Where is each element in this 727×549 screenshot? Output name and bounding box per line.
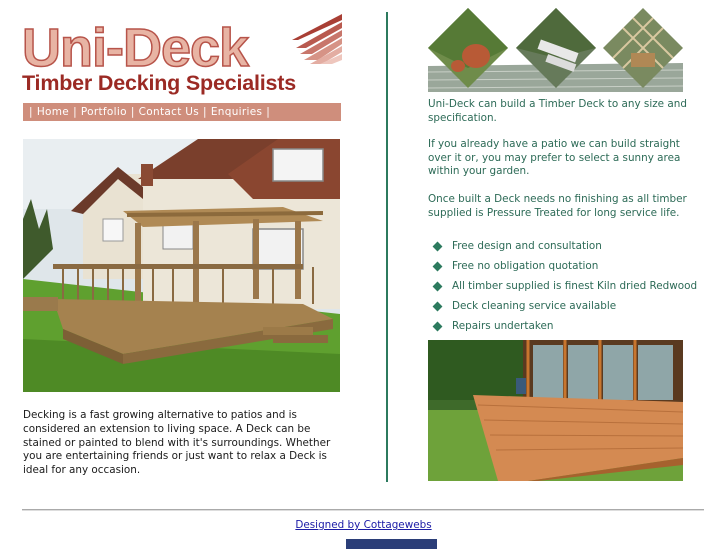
nav-separator: | [73, 106, 77, 118]
column-divider [386, 12, 388, 482]
nav-separator: | [266, 106, 271, 118]
designer-credit-link[interactable]: Designed by Cottagewebs [295, 519, 432, 531]
list-item [433, 296, 697, 316]
main-nav [23, 103, 341, 121]
nav-link-portfolio[interactable]: Portfolio [80, 106, 127, 118]
nav-separator: | [29, 106, 33, 118]
diamond-bullet-icon [433, 241, 443, 251]
nav-link-home[interactable]: Home [36, 106, 70, 118]
deck-collage-image [428, 8, 683, 92]
features-list [433, 236, 697, 336]
diamond-bullet-icon [433, 281, 443, 291]
diamond-bullet-icon [433, 261, 443, 271]
deck-photo-2 [428, 340, 683, 481]
footer-credit [0, 519, 727, 531]
logo-stripes-graphic [292, 14, 342, 64]
feature-text: Deck cleaning service available [452, 300, 617, 312]
intro-paragraph: Decking is a fast growing alternative to patios and is considered an extension to living space. A Deck can be stained or painted to blend with it's surroundings. Whether you are entertaining friends or just want to relax a Deck is ideal for any occasion. [23, 409, 331, 477]
diamond-bullet-icon [433, 301, 443, 311]
site-logo-subtitle: Timber Decking Specialists [22, 71, 297, 95]
footer-divider [22, 509, 704, 511]
list-item [433, 316, 697, 336]
list-item [433, 256, 697, 276]
right-paragraph-2: If you already have a patio we can build straight over it or, you may prefer to select a sunny area within your garden. [428, 138, 681, 178]
house-deck-photo [23, 139, 340, 392]
list-item [433, 276, 697, 296]
site-logo-title: Uni-Deck [22, 18, 249, 78]
diamond-bullet-icon [433, 321, 443, 331]
feature-text: Repairs undertaken [452, 320, 554, 332]
right-paragraph-3: Once built a Deck needs no finishing as all timber supplied is Pressure Treated for long service life. [428, 193, 687, 219]
feature-text: Free no obligation quotation [452, 260, 599, 272]
list-item [433, 236, 697, 256]
nav-link-contact-us[interactable]: Contact Us [138, 106, 200, 118]
nav-separator: | [203, 106, 207, 118]
feature-text: All timber supplied is finest Kiln dried Redwood [452, 280, 698, 292]
feature-text: Free design and consultation [452, 240, 602, 252]
nav-link-enquiries[interactable]: Enquiries [210, 106, 263, 118]
right-paragraph-1: Uni-Deck can build a Timber Deck to any size and specification. [428, 98, 687, 124]
footer-badge[interactable] [346, 539, 437, 549]
nav-separator: | [130, 106, 135, 118]
